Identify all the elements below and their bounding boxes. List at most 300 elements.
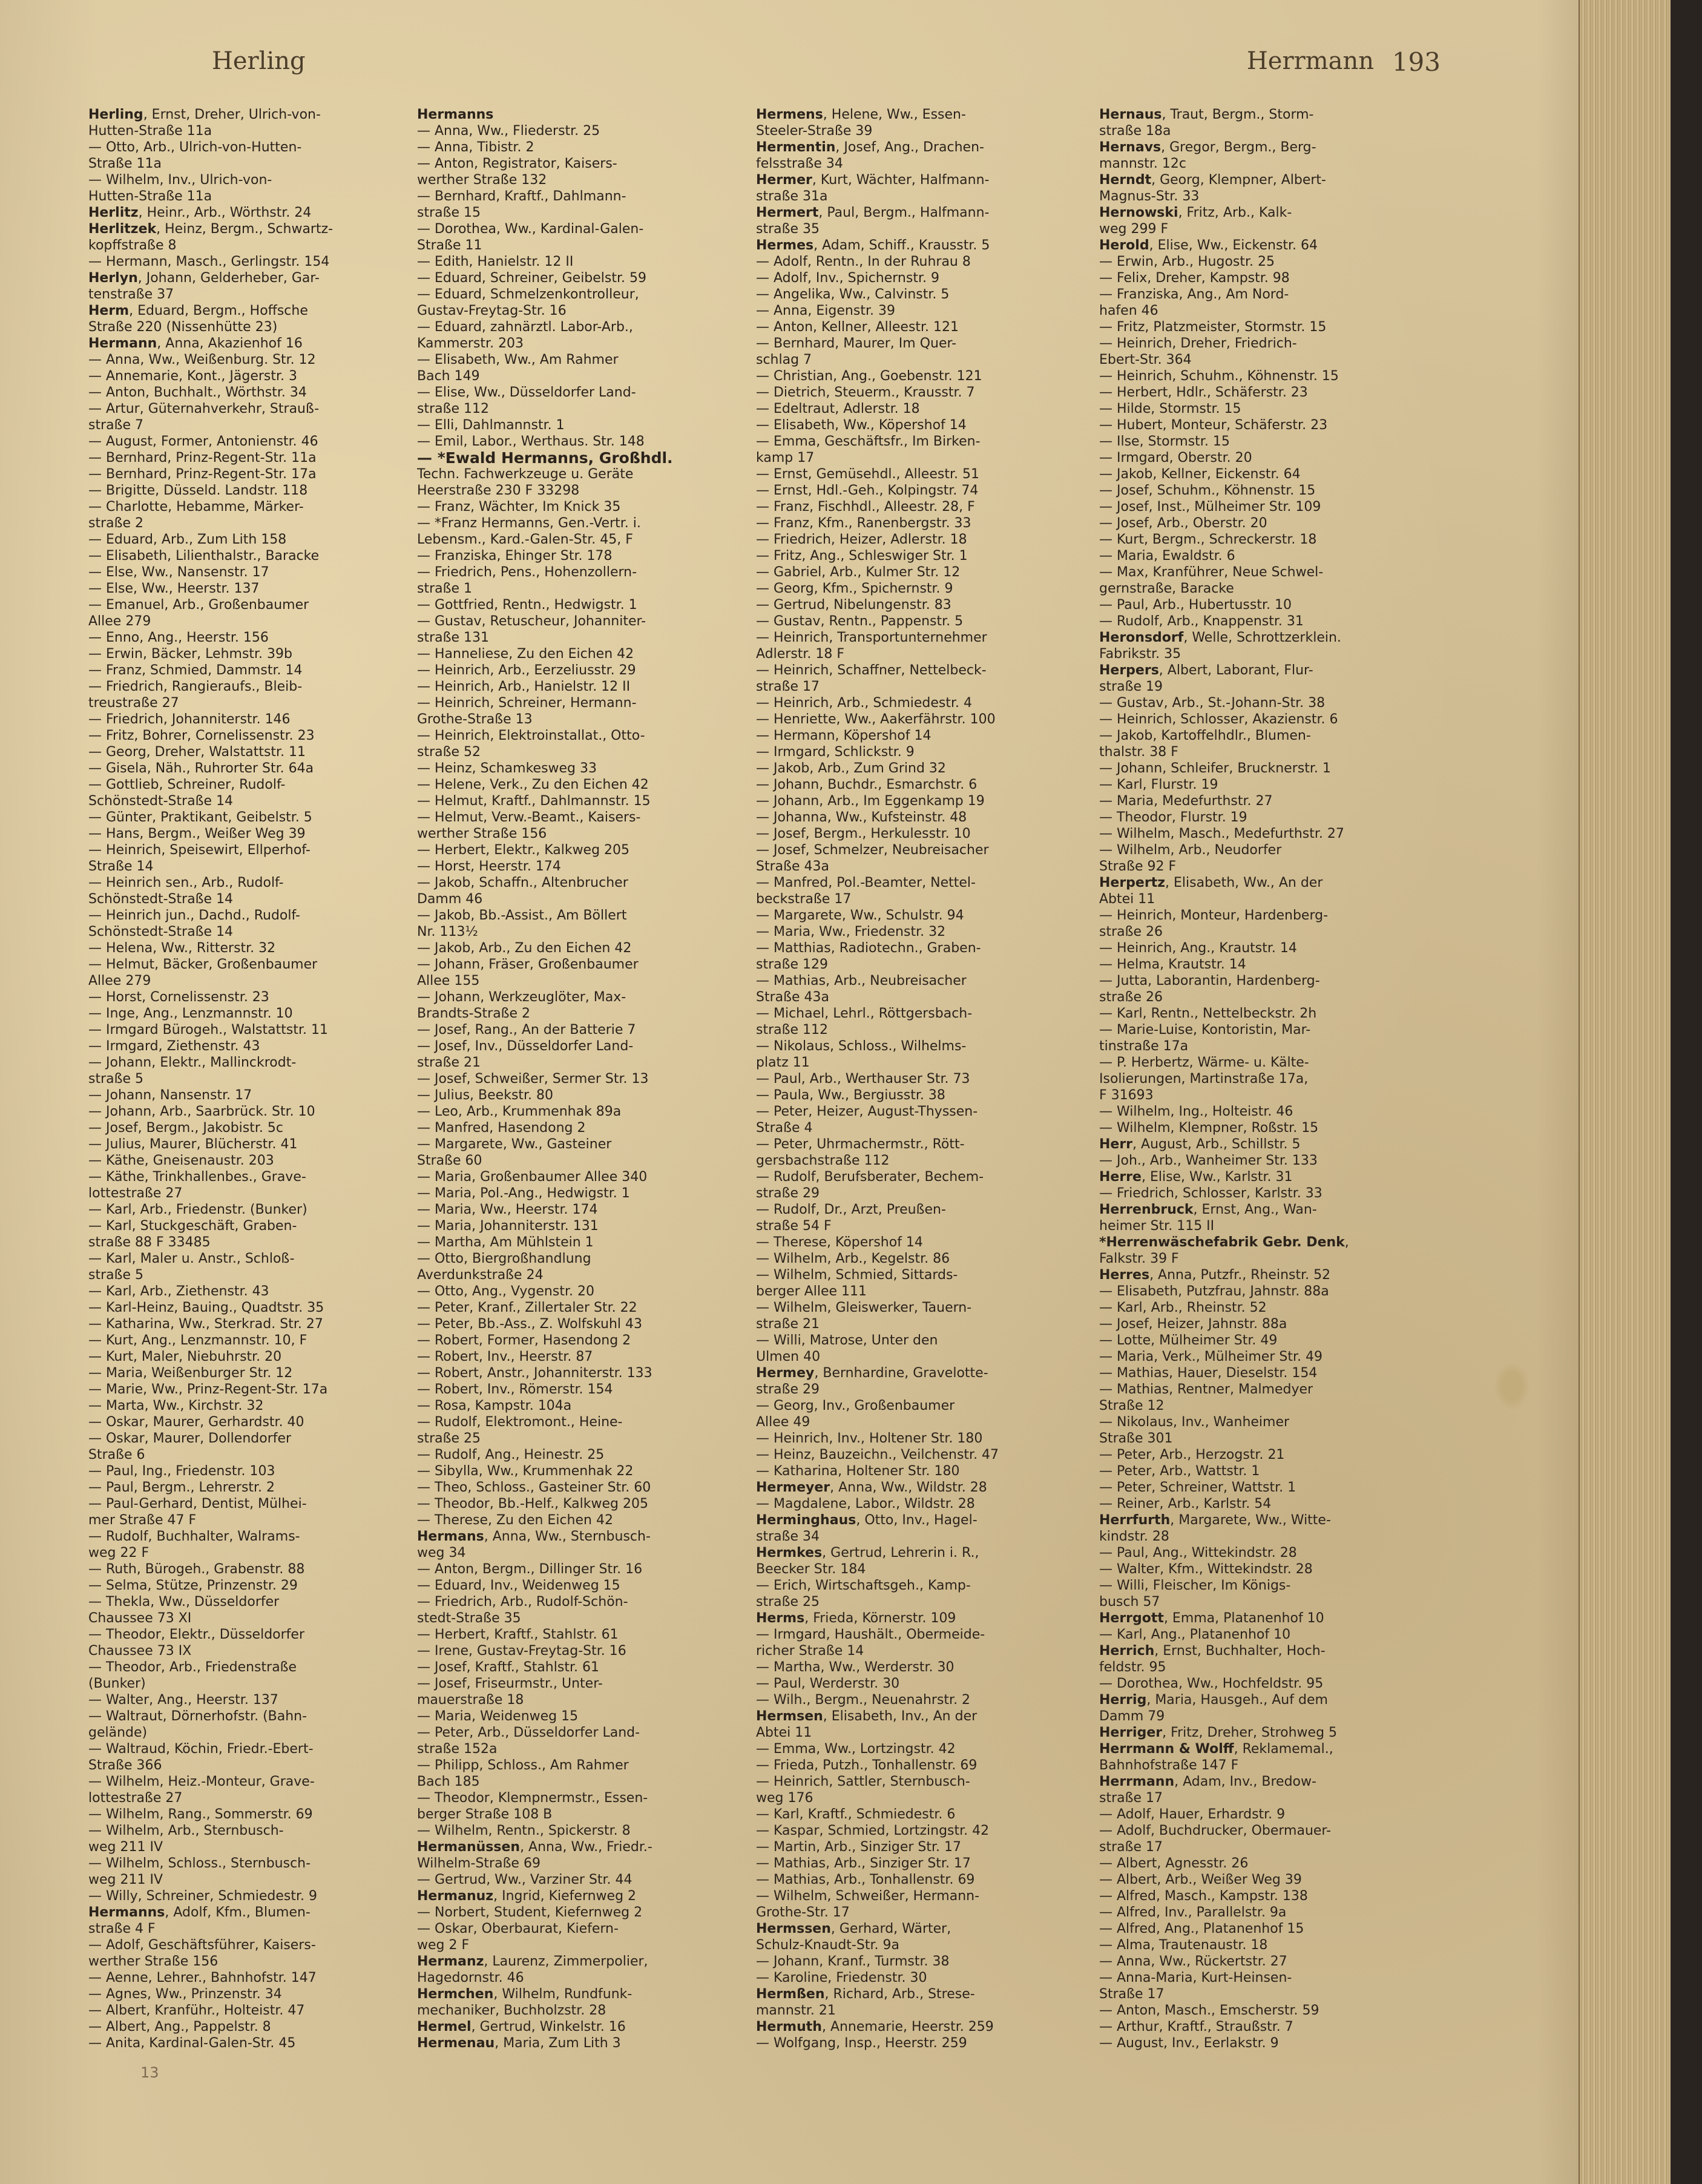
directory-entry-line: kamp 17 — [756, 450, 815, 465]
directory-entry-line: weg 176 — [756, 1791, 813, 1806]
directory-entry-line: — Frieda, Putzh., Tonhallenstr. 69 — [756, 1758, 978, 1773]
directory-entry-line: — Else, Ww., Heerstr. 137 — [88, 581, 260, 596]
directory-entry-line: Hermens, Helene, Ww., Essen- — [756, 107, 966, 122]
directory-entry-line: straße 131 — [417, 630, 489, 645]
directory-entry-line: — Irmgard, Schlickstr. 9 — [756, 745, 915, 760]
directory-entry-line: — Franz, Wächter, Im Knick 35 — [417, 499, 621, 515]
directory-entry-line: Herrgott, Emma, Platanenhof 10 — [1099, 1611, 1324, 1626]
directory-entry-line: — Brigitte, Düsseld. Landstr. 118 — [88, 483, 308, 498]
directory-entry-line: — Magdalene, Labor., Wildstr. 28 — [756, 1496, 975, 1511]
directory-entry-line: — Katharina, Holtener Str. 180 — [756, 1464, 960, 1479]
directory-entry-line: — Wilhelm, Rang., Sommerstr. 69 — [88, 1807, 313, 1822]
directory-entry-line: — Paul-Gerhard, Dentist, Mülhei- — [88, 1496, 307, 1511]
directory-entry-line: — Jakob, Arb., Zu den Eichen 42 — [417, 941, 632, 956]
directory-entry-line: — Heinrich, Dreher, Friedrich- — [1099, 336, 1297, 351]
directory-entry-line: — Johann, Arb., Saarbrück. Str. 10 — [88, 1104, 315, 1119]
directory-entry-line: richer Straße 14 — [756, 1643, 864, 1659]
directory-entry-line: — Johann, Nansenstr. 17 — [88, 1088, 252, 1103]
directory-entry-line: Straße 220 (Nissenhütte 23) — [88, 320, 278, 335]
directory-entry-line: — Julius, Maurer, Blücherstr. 41 — [88, 1137, 298, 1152]
directory-entry-line: — Lotte, Mülheimer Str. 49 — [1099, 1333, 1278, 1348]
directory-entry-line: Straße 43a — [756, 990, 829, 1005]
directory-entry-line: — Mathias, Arb., Sinziger Str. 17 — [756, 1856, 971, 1871]
directory-entry-line: — Karl, Kraftf., Schmiedestr. 6 — [756, 1807, 956, 1822]
directory-entry-line: Isolierungen, Martinstraße 17a, — [1099, 1071, 1309, 1087]
directory-entry-line: — Adolf, Geschäftsführer, Kaisers- — [88, 1938, 316, 1953]
directory-entry-line: — Paul, Arb., Hubertusstr. 10 — [1099, 597, 1292, 613]
directory-entry-line: Grothe-Straße 13 — [417, 712, 533, 727]
directory-entry-line: gersbachstraße 112 — [756, 1153, 890, 1168]
header-left-keyword: Herling — [212, 47, 306, 75]
directory-entry-line: — Maria, Weißenburger Str. 12 — [88, 1366, 293, 1381]
directory-entry-line: — Mathias, Rentner, Malmedyer — [1099, 1382, 1313, 1397]
directory-entry-line: — Josef, Rang., An der Batterie 7 — [417, 1022, 636, 1038]
directory-entry-line: Herrig, Maria, Hausgeh., Auf dem — [1099, 1692, 1328, 1708]
directory-entry-line: Chaussee 73 XI — [88, 1611, 192, 1626]
directory-entry-line: — Irmgard, Haushält., Obermeide- — [756, 1627, 985, 1642]
directory-entry-line: — Ilse, Stormstr. 15 — [1099, 434, 1230, 449]
directory-entry-line: — Wilhelm, Arb., Neudorfer — [1099, 843, 1282, 858]
directory-entry-line: — Maria, Johanniterstr. 131 — [417, 1219, 599, 1234]
directory-entry-line: Herrmann & Wolff, Reklamemal., — [1099, 1742, 1333, 1757]
directory-entry-line: — Jakob, Kartoffelhdlr., Blumen- — [1099, 728, 1311, 743]
directory-entry-line: straße 152a — [417, 1742, 498, 1757]
directory-entry-line: — Karl, Arb., Ziethenstr. 43 — [88, 1284, 269, 1299]
directory-entry-line: — Franziska, Ehinger Str. 178 — [417, 548, 613, 564]
directory-entry-line: — Friedrich, Johanniterstr. 146 — [88, 712, 291, 727]
directory-entry-line: — Johann, Fräser, Großenbaumer — [417, 957, 639, 972]
directory-entry-line: thalstr. 38 F — [1099, 745, 1178, 760]
directory-entry-line: — Anton, Registrator, Kaisers- — [417, 156, 617, 171]
directory-entry-line: Schönstedt-Straße 14 — [88, 794, 234, 809]
directory-entry-line: straße 18a — [1099, 123, 1171, 139]
directory-entry-line: Lebensm., Kard.-Galen-Str. 45, F — [417, 532, 633, 547]
directory-entry-line: — Hilde, Stormstr. 15 — [1099, 401, 1241, 416]
directory-entry-line: — Rudolf, Buchhalter, Walrams- — [88, 1529, 300, 1544]
directory-entry-line: platz 11 — [756, 1055, 810, 1070]
directory-entry-line: straße 19 — [1099, 679, 1163, 694]
directory-entry-line: weg 299 F — [1099, 222, 1169, 237]
directory-entry-line: — Hanneliese, Zu den Eichen 42 — [417, 646, 634, 662]
directory-entry-line: — August, Former, Antonienstr. 46 — [88, 434, 318, 449]
directory-entry-line: — Heinrich, Inv., Holtener Str. 180 — [756, 1431, 983, 1446]
directory-entry-line: — Heinrich, Speisewirt, Ellperhof- — [88, 843, 310, 858]
directory-entry-line: mechaniker, Buchholzstr. 28 — [417, 2003, 606, 2018]
directory-entry-line: straße 5 — [88, 1071, 143, 1087]
directory-entry-line: — Wilhelm, Klempner, Roßstr. 15 — [1099, 1120, 1319, 1136]
directory-entry-line: — Irmgard Bürogeh., Walstattstr. 11 — [88, 1022, 328, 1038]
directory-entry-line: — Edeltraut, Adlerstr. 18 — [756, 401, 920, 416]
directory-entry-line: — Käthe, Gneisenaustr. 203 — [88, 1153, 274, 1168]
directory-entry-line: — Nikolaus, Inv., Wanheimer — [1099, 1415, 1290, 1430]
directory-entry-line: — Jakob, Arb., Zum Grind 32 — [756, 761, 946, 776]
directory-entry-line: — Heinrich jun., Dachd., Rudolf- — [88, 908, 300, 923]
directory-entry-line: — Ernst, Hdl.-Geh., Kolpingstr. 74 — [756, 483, 979, 498]
directory-entry-line: — Josef, Schmelzer, Neubreisacher — [756, 843, 989, 858]
directory-entry-line: Nr. 113½ — [417, 924, 478, 939]
directory-entry-line: Herr, August, Arb., Schillstr. 5 — [1099, 1137, 1301, 1152]
directory-entry-line: — Helene, Verk., Zu den Eichen 42 — [417, 777, 649, 792]
directory-entry-line: Hermentin, Josef, Ang., Drachen- — [756, 140, 984, 155]
directory-entry-line: Gustav-Freytag-Str. 16 — [417, 303, 567, 318]
directory-entry-line: lottestraße 27 — [88, 1791, 183, 1806]
directory-entry-line: hafen 46 — [1099, 303, 1158, 318]
directory-entry-line: — Josef, Schweißer, Sermer Str. 13 — [417, 1071, 649, 1087]
directory-entry-line: Herold, Elise, Ww., Eickenstr. 64 — [1099, 238, 1318, 253]
directory-entry-line: — Heinz, Bauzeichn., Veilchenstr. 47 — [756, 1447, 999, 1462]
directory-entry-line: — Anna, Ww., Fliederstr. 25 — [417, 123, 600, 139]
directory-entry-line: — Erwin, Arb., Hugostr. 25 — [1099, 254, 1275, 269]
directory-entry-line: — Herbert, Hdlr., Schäferstr. 23 — [1099, 385, 1308, 400]
directory-entry-line: — Fritz, Ang., Schleswiger Str. 1 — [756, 548, 968, 564]
directory-entry-line: — Kurt, Bergm., Schreckerstr. 18 — [1099, 532, 1317, 547]
directory-entry-line: — Waltraut, Dörnerhofstr. (Bahn- — [88, 1709, 307, 1724]
directory-entry-line: — Paul, Ang., Wittekindstr. 28 — [1099, 1545, 1297, 1561]
directory-entry-line: — Willi, Matrose, Unter den — [756, 1333, 938, 1348]
directory-entry-line: — Karoline, Friedenstr. 30 — [756, 1970, 927, 1985]
directory-entry-line: — Matthias, Radiotechn., Graben- — [756, 941, 981, 956]
directory-entry-line: — Elli, Dahlmannstr. 1 — [417, 418, 565, 433]
directory-entry-line: — Heinrich, Schlosser, Akazienstr. 6 — [1099, 712, 1338, 727]
directory-entry-line: lottestraße 27 — [88, 1186, 183, 1201]
directory-entry-line: — Edith, Hanielstr. 12 II — [417, 254, 574, 269]
directory-entry-line: — Martha, Ww., Werderstr. 30 — [756, 1660, 954, 1675]
directory-entry-line: weg 211 IV — [88, 1872, 163, 1887]
directory-entry-line: — Hermann, Masch., Gerlingstr. 154 — [88, 254, 330, 269]
directory-entry-line: — Robert, Inv., Heerstr. 87 — [417, 1349, 593, 1364]
directory-entry-line: — Maria, Ww., Heerstr. 174 — [417, 1202, 598, 1217]
directory-entry-line: Damm 46 — [417, 892, 483, 907]
directory-entry-line: — Jutta, Laborantin, Hardenberg- — [1099, 973, 1320, 988]
directory-entry-line: tenstraße 37 — [88, 287, 174, 302]
directory-entry-line: — Irmgard, Oberstr. 20 — [1099, 450, 1252, 465]
directory-entry-line: Straße 6 — [88, 1447, 145, 1462]
directory-entry-line: — Johann, Werkzeuglöter, Max- — [417, 990, 626, 1005]
directory-entry-line: — Emanuel, Arb., Großenbaumer — [88, 597, 309, 613]
directory-entry-line: — Albert, Agnesstr. 26 — [1099, 1856, 1249, 1871]
directory-entry-line: straße 112 — [417, 401, 489, 416]
directory-entry-line: — Heinrich sen., Arb., Rudolf- — [88, 875, 284, 890]
directory-entry-line: kopffstraße 8 — [88, 238, 177, 253]
directory-entry-line: schlag 7 — [756, 352, 812, 367]
directory-entry-line: straße 4 F — [88, 1921, 156, 1936]
directory-entry-line: Steeler-Straße 39 — [756, 123, 873, 139]
directory-entry-line: — Alfred, Inv., Parallelstr. 9a — [1099, 1905, 1287, 1920]
directory-entry-line: — Josef, Bergm., Jakobistr. 5c — [88, 1120, 283, 1136]
directory-entry-line: — Philipp, Schloss., Am Rahmer — [417, 1758, 629, 1773]
directory-entry-line: berger Straße 108 B — [417, 1807, 553, 1822]
directory-entry-line: Kammerstr. 203 — [417, 336, 524, 351]
directory-entry-line: kindstr. 28 — [1099, 1529, 1169, 1544]
directory-entry-line: — Albert, Ang., Pappelstr. 8 — [88, 2019, 271, 2034]
directory-entry-line: — Agnes, Ww., Prinzenstr. 34 — [88, 1987, 282, 2002]
directory-entry-line: — Aenne, Lehrer., Bahnhofstr. 147 — [88, 1970, 317, 1985]
directory-entry-line: — Josef, Kraftf., Stahlstr. 61 — [417, 1660, 599, 1675]
directory-entry-line: Hutten-Straße 11a — [88, 123, 212, 139]
directory-entry-line: — Max, Kranführer, Neue Schwel- — [1099, 565, 1324, 580]
directory-entry-line: — Helma, Krautstr. 14 — [1099, 957, 1246, 972]
directory-entry-line: Allee 155 — [417, 973, 480, 988]
directory-entry-line: — Peter, Arb., Wattstr. 1 — [1099, 1464, 1260, 1479]
directory-entry-line: — Manfred, Hasendong 2 — [417, 1120, 586, 1136]
directory-entry-line: — Günter, Praktikant, Geibelstr. 5 — [88, 810, 312, 825]
directory-entry-line: — Wilhelm, Gleiswerker, Tauern- — [756, 1300, 972, 1315]
directory-entry-line: Straße 4 — [756, 1120, 813, 1136]
directory-entry-line: — Erich, Wirtschaftsgeh., Kamp- — [756, 1578, 971, 1593]
directory-entry-line: Straße 11 — [417, 238, 482, 253]
directory-entry-line: Hermans, Anna, Ww., Sternbusch- — [417, 1529, 651, 1544]
directory-entry-line: Herm, Eduard, Bergm., Hoffsche — [88, 303, 308, 318]
directory-entry-line: Hermanüssen, Anna, Ww., Friedr.- — [417, 1840, 652, 1855]
directory-entry-line: — Johanna, Ww., Kufsteinstr. 48 — [756, 810, 967, 825]
directory-entry-line: Heerstraße 230 F 33298 — [417, 483, 580, 498]
directory-entry-line: weg 22 F — [88, 1545, 150, 1561]
directory-entry-line: — Margarete, Ww., Gasteiner — [417, 1137, 612, 1152]
directory-entry-line: — Johann, Schleifer, Brucknerstr. 1 — [1099, 761, 1331, 776]
directory-entry-line: — Elisabeth, Ww., Am Rahmer — [417, 352, 619, 367]
directory-entry-line: — Elisabeth, Ww., Köpershof 14 — [756, 418, 967, 433]
directory-entry-line: — Franz, Fischhdl., Alleestr. 28, F — [756, 499, 975, 515]
directory-entry-line: — Joh., Arb., Wanheimer Str. 133 — [1099, 1153, 1318, 1168]
directory-entry-line: Hermsen, Elisabeth, Inv., An der — [756, 1709, 978, 1724]
directory-entry-line: — Irmgard, Ziethenstr. 43 — [88, 1039, 260, 1054]
directory-entry-line: — August, Inv., Eerlakstr. 9 — [1099, 2036, 1279, 2051]
directory-entry-line: — Gottlieb, Schreiner, Rudolf- — [88, 777, 286, 792]
directory-entry-line: Heronsdorf, Welle, Schrottzerklein. — [1099, 630, 1341, 645]
directory-entry-line: — Johann, Buchdr., Esmarchstr. 6 — [756, 777, 978, 792]
directory-entry-line: Herlitzek, Heinz, Bergm., Schwartz- — [88, 222, 334, 237]
directory-entry-line: — Karl, Rentn., Nettelbeckstr. 2h — [1099, 1006, 1317, 1021]
directory-entry-line: — Adolf, Inv., Spichernstr. 9 — [756, 271, 939, 286]
directory-entry-line: feldstr. 95 — [1099, 1660, 1166, 1675]
directory-entry-line: — Katharina, Ww., Sterkrad. Str. 27 — [88, 1317, 323, 1332]
directory-entry-line: — Peter, Schreiner, Wattstr. 1 — [1099, 1480, 1296, 1495]
directory-entry-line: straße 26 — [1099, 924, 1163, 939]
directory-entry-line: — Peter, Arb., Düsseldorfer Land- — [417, 1725, 640, 1740]
directory-entry-line: — Heinrich, Arb., Eerzeliusstr. 29 — [417, 663, 636, 678]
directory-entry-line: *Herrenwäschefabrik Gebr. Denk, — [1099, 1235, 1349, 1250]
directory-entry-line: — Maria, Medefurthstr. 27 — [1099, 794, 1273, 809]
directory-entry-line: — Otto, Biergroßhandlung — [417, 1251, 591, 1266]
directory-entry-line: Bahnhofstraße 147 F — [1099, 1758, 1239, 1773]
directory-entry-line: Falkstr. 39 F — [1099, 1251, 1179, 1266]
directory-entry-line: — Horst, Cornelissenstr. 23 — [88, 990, 269, 1005]
directory-entry-line: — Helmut, Kraftf., Dahlmannstr. 15 — [417, 794, 651, 809]
directory-entry-line: — Gertrud, Nibelungenstr. 83 — [756, 597, 951, 613]
directory-entry-line: — Anton, Bergm., Dillinger Str. 16 — [417, 1562, 643, 1577]
directory-entry-line: — Kurt, Ang., Lenzmannstr. 10, F — [88, 1333, 307, 1348]
directory-entry-line: — Gustav, Rentn., Pappenstr. 5 — [756, 614, 964, 629]
directory-entry-line: — Wilhelm, Schweißer, Hermann- — [756, 1889, 980, 1904]
directory-entry-line: — Sibylla, Ww., Krummenhak 22 — [417, 1464, 634, 1479]
directory-entry-line: — Karl, Arb., Rheinstr. 52 — [1099, 1300, 1267, 1315]
directory-entry-line: Straße 301 — [1099, 1431, 1173, 1446]
directory-entry-line: — Eduard, Inv., Weidenweg 15 — [417, 1578, 620, 1593]
directory-entry-line: Bach 149 — [417, 369, 480, 384]
directory-entry-line: werther Straße 132 — [417, 173, 547, 188]
directory-entry-line: — Josef, Inv., Düsseldorfer Land- — [417, 1039, 634, 1054]
directory-entry-line: weg 211 IV — [88, 1840, 163, 1855]
directory-entry-line: — Marta, Ww., Kirchstr. 32 — [88, 1398, 264, 1413]
directory-entry-line: straße 35 — [756, 222, 820, 237]
directory-entry-line: — Friedrich, Heizer, Adlerstr. 18 — [756, 532, 967, 547]
directory-entry-line: — Charlotte, Hebamme, Märker- — [88, 499, 304, 515]
footer-mark: 13 — [140, 2064, 159, 2081]
paper-damage-spot — [1494, 1362, 1530, 1410]
directory-column-3 — [756, 107, 1089, 2074]
directory-entry-line: — Anna, Ww., Rückertstr. 27 — [1099, 1954, 1287, 1969]
directory-entry-line: — Kaspar, Schmied, Lortzingstr. 42 — [756, 1823, 990, 1838]
directory-entry-line: — Karl, Ang., Platanenhof 10 — [1099, 1627, 1291, 1642]
directory-entry-line: — Anna, Tibistr. 2 — [417, 140, 534, 155]
directory-entry-line: — Theodor, Bb.-Helf., Kalkweg 205 — [417, 1496, 648, 1511]
directory-entry-line: — Anton, Kellner, Alleestr. 121 — [756, 320, 959, 335]
directory-entry-line: Techn. Fachwerkzeuge u. Geräte — [417, 467, 634, 482]
directory-entry-line: — Wilhelm, Arb., Kegelstr. 86 — [756, 1251, 950, 1266]
directory-entry-line: Herrenbruck, Ernst, Ang., Wan- — [1099, 1202, 1317, 1217]
directory-entry-line: — Heinrich, Sattler, Sternbusch- — [756, 1774, 970, 1789]
directory-entry-line: straße 52 — [417, 745, 481, 760]
directory-entry-line: gernstraße, Baracke — [1099, 581, 1234, 596]
directory-entry-line: treustraße 27 — [88, 696, 179, 711]
directory-entry-line: — Karl, Flurstr. 19 — [1099, 777, 1218, 792]
directory-entry-line: Hermssen, Gerhard, Wärter, — [756, 1921, 951, 1936]
directory-entry-line: — Heinrich, Ang., Krautstr. 14 — [1099, 941, 1297, 956]
directory-entry-line: — Mathias, Arb., Tonhallenstr. 69 — [756, 1872, 975, 1887]
directory-entry-line: — Bernhard, Prinz-Regent-Str. 17a — [88, 467, 317, 482]
directory-entry-line: tinstraße 17a — [1099, 1039, 1189, 1054]
directory-entry-line: — Elisabeth, Putzfrau, Jahnstr. 88a — [1099, 1284, 1329, 1299]
directory-entry-line: Herrmann, Adam, Inv., Bredow- — [1099, 1774, 1316, 1789]
directory-entry-line: Hermßen, Richard, Arb., Strese- — [756, 1987, 975, 2002]
directory-entry-line: — Willi, Fleischer, Im Königs- — [1099, 1578, 1291, 1593]
directory-entry-line: Hermenau, Maria, Zum Lith 3 — [417, 2036, 621, 2051]
directory-entry-line: Beecker Str. 184 — [756, 1562, 866, 1577]
directory-entry-line: mannstr. 12c — [1099, 156, 1186, 171]
directory-entry-line: — Rudolf, Ang., Heinestr. 25 — [417, 1447, 605, 1462]
directory-entry-line: Schönstedt-Straße 14 — [88, 892, 234, 907]
directory-entry-line: — Gustav, Arb., St.-Johann-Str. 38 — [1099, 696, 1326, 711]
directory-entry-line: — Kurt, Maler, Niebuhrstr. 20 — [88, 1349, 282, 1364]
directory-entry-line: beckstraße 17 — [756, 892, 852, 907]
directory-entry-line: Schönstedt-Straße 14 — [88, 924, 234, 939]
directory-entry-line: — Wilhelm, Inv., Ulrich-von- — [88, 173, 272, 188]
directory-entry-line: — Paul, Bergm., Lehrerstr. 2 — [88, 1480, 275, 1495]
directory-entry-line: Straße 92 F — [1099, 859, 1177, 874]
directory-entry-line: — Oskar, Oberbaurat, Kiefern- — [417, 1921, 619, 1936]
directory-entry-line: Herms, Frieda, Körnerstr. 109 — [756, 1611, 956, 1626]
directory-entry-line: — Rudolf, Berufsberater, Bechem- — [756, 1169, 984, 1185]
directory-entry-line: — Heinrich, Schaffner, Nettelbeck- — [756, 663, 987, 678]
directory-entry-line: — Heinrich, Arb., Schmiedestr. 4 — [756, 696, 973, 711]
directory-entry-line: Chaussee 73 IX — [88, 1643, 192, 1659]
directory-entry-line: heimer Str. 115 II — [1099, 1219, 1215, 1234]
directory-entry-line: mannstr. 21 — [756, 2003, 836, 2018]
directory-entry-line: Straße 366 — [88, 1758, 162, 1773]
directory-entry-line: weg 2 F — [417, 1938, 470, 1953]
directory-entry-line: — Wilh., Bergm., Neuenahrstr. 2 — [756, 1692, 971, 1708]
directory-entry-line: — Hermann, Köpershof 14 — [756, 728, 932, 743]
directory-entry-line: — Wilhelm, Masch., Medefurthstr. 27 — [1099, 826, 1344, 841]
directory-entry-line: Hermel, Gertrud, Winkelstr. 16 — [417, 2019, 626, 2034]
directory-entry-line: straße 15 — [417, 205, 481, 220]
directory-entry-line: — Eduard, Schreiner, Geibelstr. 59 — [417, 271, 647, 286]
directory-entry-line: — Friedrich, Schlosser, Karlstr. 33 — [1099, 1186, 1322, 1201]
directory-entry-line: — Enno, Ang., Heerstr. 156 — [88, 630, 269, 645]
directory-entry-line: — Maria, Weidenweg 15 — [417, 1709, 579, 1724]
directory-entry-line: — Herbert, Elektr., Kalkweg 205 — [417, 843, 630, 858]
directory-entry-line: Straße 11a — [88, 156, 162, 171]
directory-entry-line: — Anna-Maria, Kurt-Heinsen- — [1099, 1970, 1292, 1985]
directory-entry-line: — Franz, Kfm., Ranenbergstr. 33 — [756, 516, 971, 531]
directory-entry-line: — Fritz, Bohrer, Cornelissenstr. 23 — [88, 728, 315, 743]
header-right-keyword: Herrmann — [1246, 47, 1374, 75]
book-page-edge — [1579, 0, 1671, 2184]
directory-entry-line: Herminghaus, Otto, Inv., Hagel- — [756, 1513, 978, 1528]
directory-entry-line: — Maria, Verk., Mülheimer Str. 49 — [1099, 1349, 1322, 1364]
directory-entry-line: — Walter, Kfm., Wittekindstr. 28 — [1099, 1562, 1313, 1577]
directory-entry-line: Herndt, Georg, Klempner, Albert- — [1099, 173, 1326, 188]
directory-entry-line: — Maria, Großenbaumer Allee 340 — [417, 1169, 648, 1185]
directory-entry-line: straße 5 — [88, 1268, 143, 1283]
directory-entry-line: Ulmen 40 — [756, 1349, 821, 1364]
directory-entry-line: — Anita, Kardinal-Galen-Str. 45 — [88, 2036, 296, 2051]
directory-entry-line: straße 21 — [417, 1055, 481, 1070]
directory-entry-line: straße 88 F 33485 — [88, 1235, 211, 1250]
directory-entry-line: — Karl, Stuckgeschäft, Graben- — [88, 1219, 297, 1234]
directory-entry-line: — Anna, Eigenstr. 39 — [756, 303, 895, 318]
directory-entry-line: — Bernhard, Prinz-Regent-Str. 11a — [88, 450, 317, 465]
directory-entry-line: — Rosa, Kampstr. 104a — [417, 1398, 572, 1413]
directory-entry-line: — Paul, Arb., Werthauser Str. 73 — [756, 1071, 970, 1087]
directory-entry-line: — Therese, Zu den Eichen 42 — [417, 1513, 613, 1528]
directory-entry-line: stedt-Straße 35 — [417, 1611, 521, 1626]
directory-entry-line: — Mathias, Hauer, Dieselstr. 154 — [1099, 1366, 1318, 1381]
directory-entry-line: — Albert, Arb., Weißer Weg 39 — [1099, 1872, 1302, 1887]
directory-entry-line: Straße 60 — [417, 1153, 482, 1168]
directory-entry-line: — Leo, Arb., Krummenhak 89a — [417, 1104, 622, 1119]
directory-entry-line: — Friedrich, Rangieraufs., Bleib- — [88, 679, 303, 694]
directory-entry-line: gelände) — [88, 1725, 148, 1740]
directory-entry-line: Hermey, Bernhardine, Gravelotte- — [756, 1366, 988, 1381]
directory-entry-line: — Otto, Arb., Ulrich-von-Hutten- — [88, 140, 302, 155]
directory-entry-line: — Josef, Inst., Mülheimer Str. 109 — [1099, 499, 1321, 515]
directory-entry-line: Herlyn, Johann, Gelderheber, Gar- — [88, 271, 320, 286]
directory-entry-line: Wilhelm-Straße 69 — [417, 1856, 540, 1871]
directory-entry-line: — Dorothea, Ww., Kardinal-Galen- — [417, 222, 644, 237]
directory-entry-line: — Robert, Inv., Römerstr. 154 — [417, 1382, 613, 1397]
directory-entry-line: — Maria, Ww., Friedenstr. 32 — [756, 924, 946, 939]
directory-entry-line: — Eduard, Schmelzenkontrolleur, — [417, 287, 639, 302]
directory-entry-line: — Angelika, Ww., Calvinstr. 5 — [756, 287, 950, 302]
directory-entry-line: — Elise, Ww., Düsseldorfer Land- — [417, 385, 636, 400]
directory-entry-line: Herling, Ernst, Dreher, Ulrich-von- — [88, 107, 321, 122]
directory-column-2 — [417, 107, 750, 2074]
directory-entry-line: straße 31a — [756, 189, 828, 204]
directory-entry-line: — Wilhelm, Ing., Holteistr. 46 — [1099, 1104, 1293, 1119]
directory-entry-line: — Johann, Arb., Im Eggenkamp 19 — [756, 794, 985, 809]
directory-entry-line: — Arthur, Kraftf., Straußstr. 7 — [1099, 2019, 1293, 2034]
directory-entry-line: Adlerstr. 18 F — [756, 646, 845, 662]
directory-entry-line: Fabrikstr. 35 — [1099, 646, 1181, 662]
directory-entry-line: Herlitz, Heinr., Arb., Wörthstr. 24 — [88, 205, 312, 220]
directory-entry-line: Hernavs, Gregor, Bergm., Berg- — [1099, 140, 1316, 155]
directory-entry-line: straße 21 — [756, 1317, 820, 1332]
directory-entry-line: straße 54 F — [756, 1219, 832, 1234]
directory-entry-line: — Oskar, Maurer, Gerhardstr. 40 — [88, 1415, 304, 1430]
directory-entry-line: Straße 43a — [756, 859, 829, 874]
directory-entry-line: — Johann, Kranf., Turmstr. 38 — [756, 1954, 950, 1969]
